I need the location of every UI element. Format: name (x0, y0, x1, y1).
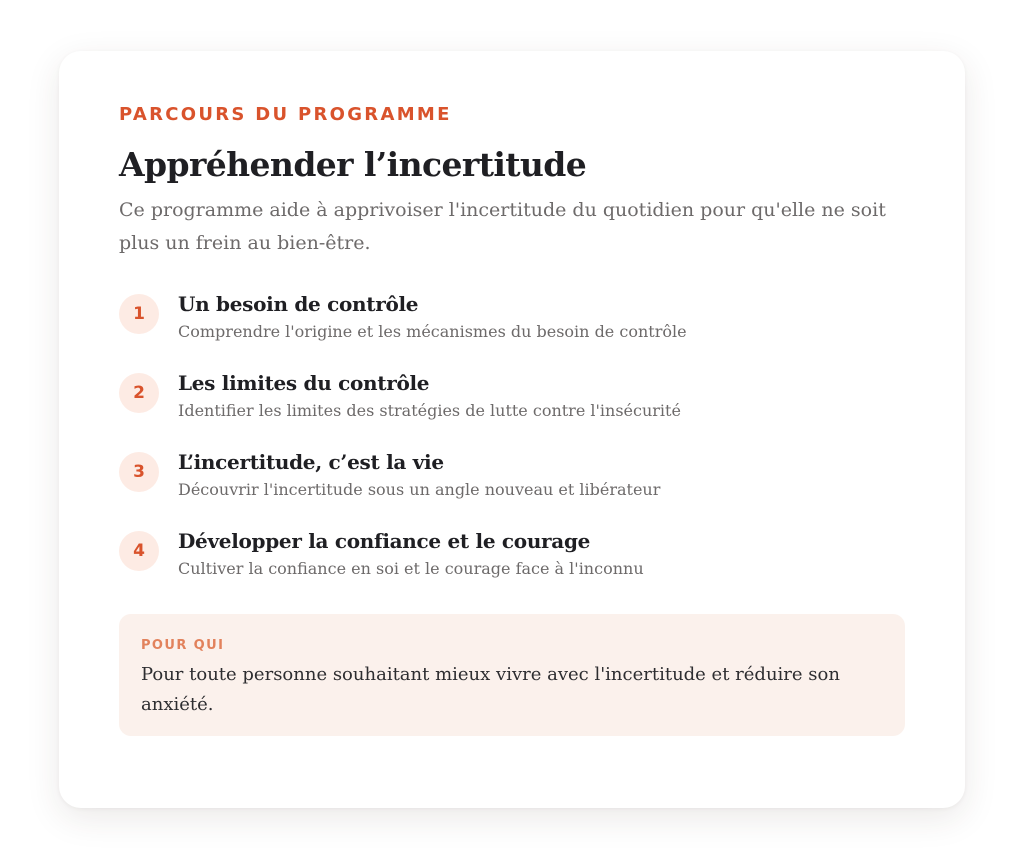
step-item (119, 290, 905, 369)
step-title: Les limites du contrôle (178, 371, 430, 395)
steps-list (119, 290, 905, 606)
step-title: Développer la confiance et le courage (178, 529, 591, 553)
step-item (119, 369, 905, 448)
program-card (59, 51, 965, 808)
step-description: Comprendre l'origine et les mécanismes du besoin de contrôle (178, 322, 687, 341)
step-description: Cultiver la confiance en soi et le courage face à l'inconnu (178, 559, 644, 578)
step-body (178, 527, 644, 581)
step-item (119, 448, 905, 527)
step-body (178, 448, 660, 502)
step-title: L’incertitude, c’est la vie (178, 450, 444, 474)
audience-label: POUR QUI (141, 638, 225, 653)
section-eyebrow: PARCOURS DU PROGRAMME (119, 104, 452, 125)
step-item (119, 527, 905, 606)
step-number-badge: 2 (119, 373, 159, 413)
program-description: Ce programme aide à apprivoiser l'incertitude du quotidien pour qu'elle ne soit plus un frein au bien-être. (119, 199, 886, 254)
program-title: Appréhender l’incertitude (119, 145, 587, 184)
audience-text: Pour toute personne souhaitant mieux vivre avec l'incertitude et réduire son anxiété. (141, 664, 840, 715)
step-description: Identifier les limites des stratégies de lutte contre l'insécurité (178, 401, 681, 420)
step-title: Un besoin de contrôle (178, 292, 419, 316)
step-number-badge: 4 (119, 531, 159, 571)
step-number-badge: 3 (119, 452, 159, 492)
step-description: Découvrir l'incertitude sous un angle nouveau et libérateur (178, 480, 661, 499)
step-number-badge: 1 (119, 294, 159, 334)
step-body (178, 369, 681, 423)
step-body (178, 290, 687, 344)
audience-callout (119, 614, 905, 736)
